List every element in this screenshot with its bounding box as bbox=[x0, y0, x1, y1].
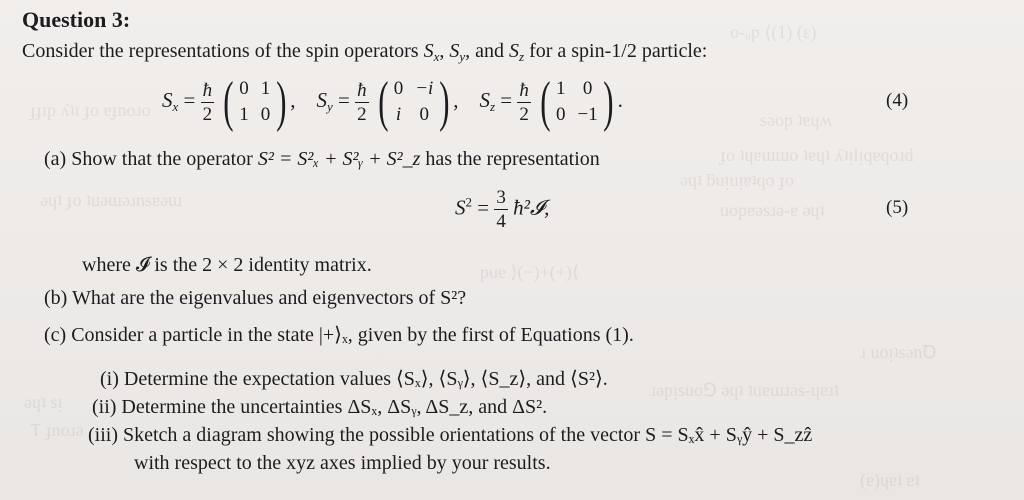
part-c-i: (i) Determine the expectation values ⟨Sₓ⟩, ⟨Sᵧ⟩, ⟨S_z⟩, and ⟨S²⟩. bbox=[100, 368, 608, 390]
bleed-through-text: ɟɟɪp ʎʇɪ ɟo ɐɟnoɹo bbox=[30, 100, 151, 120]
sx-matrix: 0 1 1 0 bbox=[239, 78, 271, 125]
part-a-expression: S² = S²ₓ + S²ᵧ + S²_z bbox=[257, 148, 421, 170]
sz-equation: $S_z$ = $\frac{ħ}{2}$ ( 1 0 0 −1 ) . bbox=[479, 71, 623, 133]
equation-4 bbox=[162, 71, 623, 133]
bleed-through-text: ɹ uoᴉʇsǝnꝹ bbox=[860, 342, 937, 362]
bleed-through-text: ǝɥʇ ɟo ʇuǝɯǝɹnsɐǝɯ bbox=[40, 190, 182, 210]
sy-matrix: 0 −i i 0 bbox=[393, 78, 434, 125]
part-c-iii: (iii) Sketch a diagram showing the possible orientations of the vector S = Sₓx̂ + Sᵧŷ + S_zẑ bbox=[88, 424, 813, 446]
part-c-text: Consider a particle in the state |+⟩ₓ, given by the first of Equations (1). bbox=[71, 324, 634, 346]
intro-tail: for a spin-1/2 particle: bbox=[529, 40, 708, 62]
part-c-label: (c) bbox=[44, 324, 67, 346]
bleed-through-text: ǝɥʇ ƃuᴉuᴉɐʇqo ɟo bbox=[680, 170, 794, 190]
bleed-through-text: pue ⟩(−)+(+)⟨ bbox=[480, 262, 579, 282]
bleed-through-text: sǝop ʇɐɥʍ bbox=[760, 110, 833, 130]
bleed-through-text: ɟo ʇɥɐɯɯo ʇɐɥʇ ʎʇᴉlᴉqɐqoɹd bbox=[720, 145, 914, 165]
part-c-iii-continuation: with respect to the xyz axes implied by your results. bbox=[134, 452, 551, 474]
bleed-through-text: o-ᵤp ⟨(1) (ε) bbox=[730, 22, 817, 42]
bleed-through-text: Ⲧ ɟnoɹǝ bbox=[30, 420, 84, 440]
part-a-label: (a) bbox=[44, 148, 67, 170]
sx-equation: $S_x$ = $\frac{ħ}{2}$ ( 0 1 1 0 ) , bbox=[162, 71, 301, 133]
part-a-text: Show that the operator bbox=[71, 148, 253, 170]
hbar-over-2: $\frac{ħ}{2}$ bbox=[202, 79, 213, 125]
question-title: Question 3: bbox=[22, 7, 131, 32]
part-c bbox=[44, 322, 634, 347]
part-a-tail: has the representation bbox=[425, 148, 600, 170]
hbar-over-2: $\frac{ħ}{2}$ bbox=[519, 79, 529, 125]
intro-sentence: Consider the representations of the spin operators $S_x$, $S_y$, and $S_z$ for a spin-1/2 particle: bbox=[22, 40, 708, 64]
equation-5: $S^2$ = $\frac{3}{4}$ ħ²𝓘, bbox=[455, 187, 550, 232]
bleed-through-text: ǝɥʇ sᴉ bbox=[24, 392, 63, 412]
part-c-ii: (ii) Determine the uncertainties ΔSₓ, ΔSᵧ, ΔS_z, and ΔS². bbox=[92, 396, 548, 418]
hbar-over-2: $\frac{ħ}{2}$ bbox=[357, 79, 367, 125]
three-quarters-fraction: $\frac{3}{4}$ bbox=[496, 187, 506, 232]
sz-matrix: 1 0 0 −1 bbox=[556, 78, 598, 125]
bleed-through-text: uopɐǝsɹǝ-ɐ ǝɥʇ bbox=[720, 200, 825, 220]
sy-equation: $S_y$ = $\frac{ħ}{2}$ ( 0 −i i 0 ) , bbox=[316, 71, 464, 133]
part-b-label: (b) bbox=[44, 287, 68, 309]
part-a bbox=[44, 148, 600, 171]
equation-number-5: (5) bbox=[886, 197, 909, 218]
part-b-text: What are the eigenvalues and eigenvectors of S²? bbox=[71, 287, 467, 309]
equation-number-4: (4) bbox=[886, 90, 909, 111]
identity-note: where 𝓘 is the 2 × 2 identity matrix. bbox=[82, 254, 372, 276]
intro-text: Consider the representations of the spin operators bbox=[22, 40, 419, 62]
bleed-through-text: (ɐ)ɥɐʇ ɐʇ bbox=[860, 470, 920, 490]
bleed-through-text: ɹǝpᴉsuo⅁ ǝɥʇ ʇuɐɯɹǝs-ɥɐɹʇ bbox=[650, 380, 839, 400]
part-b bbox=[44, 287, 466, 310]
